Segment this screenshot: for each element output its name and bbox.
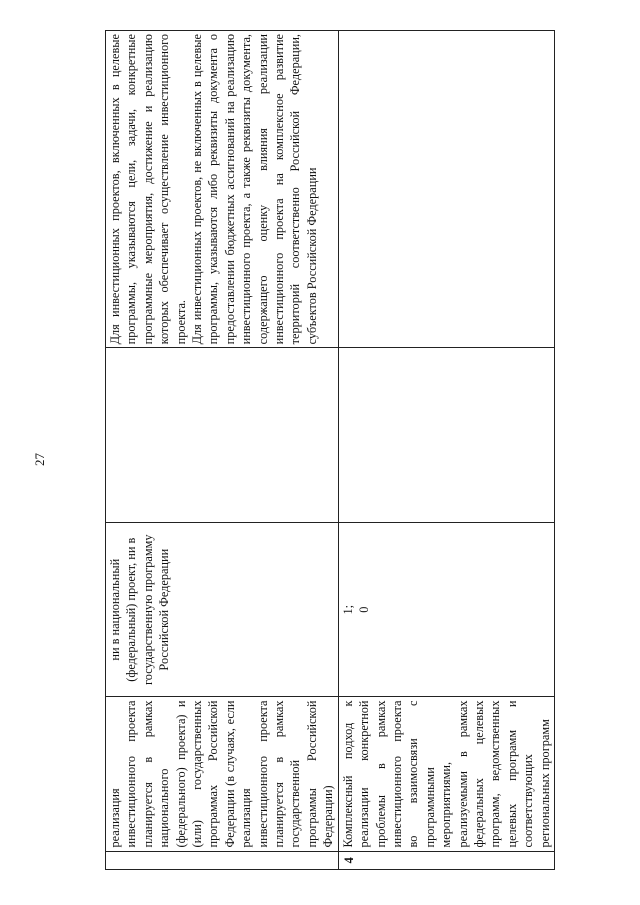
weight-cell [106,348,339,523]
criteria-table [105,30,555,870]
weight-cell [338,348,554,523]
value-option: 1; [340,604,355,615]
row-number [106,851,339,869]
criterion-cell: Комплексный подход к реализации конкретной проблемы в рамках инвестиционного проекта во взаимосвязи с программными мероприятиями, реализуемыми в рамках федеральных целевых программ, ведомственных целевых программ и соответствующих региональных программ [338,697,554,851]
page-number: 27 [32,453,47,466]
criteria-table-container [105,30,552,870]
documents-paragraph: Для инвестиционных проектов, включенных в целевые программы, указываются цели, задачи, конкретные программные мероприятия, достижение и реализацию которых обеспечивает осуществление инвестиционного проекта. [108,34,188,345]
value-cell: ни в национальный (федеральный) проект, ни в государственную программу Российской Федерации [106,522,339,697]
table-row [106,31,339,870]
table-row [338,31,554,870]
value-option: 0 [357,606,372,613]
documents-cell [338,31,554,348]
value-cell [338,522,554,697]
criterion-cell: реализация инвестиционного проекта планируется в рамках национального (федерального) проекта) и (или) государственных программах Российской Федерации (в случаях, если реализация инвестиционного проекта планируется в рамках государственной программы Российской Федерации) [106,697,339,851]
documents-paragraph: Для инвестиционных проектов, не включенных в целевые программы, указываются либо реквизиты документа о предоставлении бюджетных ассигнований на реализацию инвестиционного проекта, а также реквизиты документа, содержащего оценку влияния реализации инвестиционного проекта на комплексное развитие территорий соответственно Российской Федерации, субъектов Российской Федерации [190,34,319,345]
documents-cell [106,31,339,348]
row-number: 4 [338,851,554,869]
